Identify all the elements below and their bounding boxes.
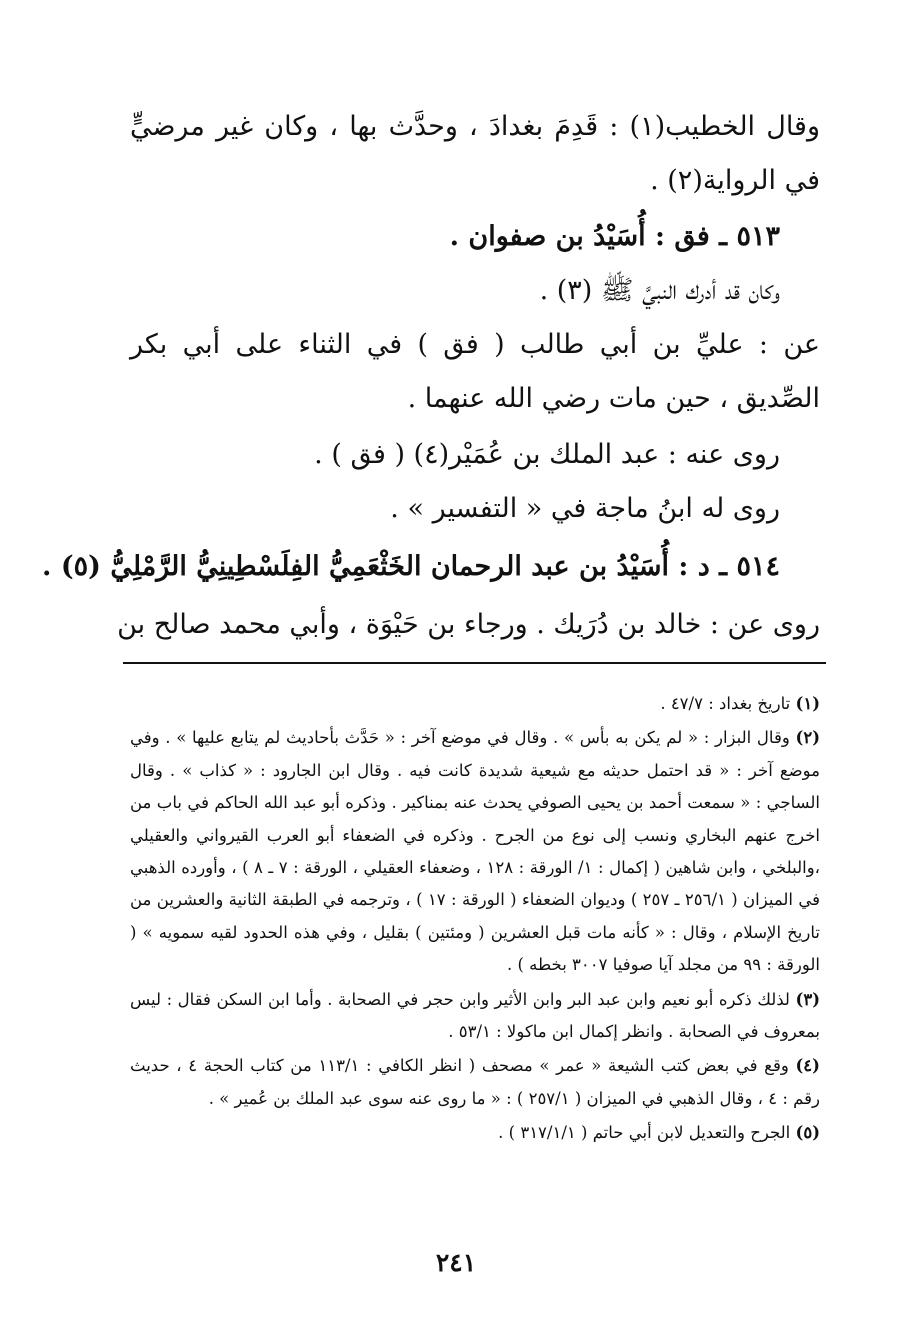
footnote-text: لذلك ذكره أبو نعيم وابن عبد البر وابن الأثير وابن حجر في الصحابة . وأما ابن السكن فقال : ليس بمعروف في الصحابة . وانظر إكمال ابن ماكولا : ٥٣/١ .: [130, 989, 820, 1042]
footnote-1: [130, 688, 820, 720]
text-khatib: وقال الخطيب(١) : قَدِمَ بغدادَ ، وحدَّث بها ، وكان غير مرضيٍّ في الرواية(٢) .: [130, 111, 821, 196]
footnote-number: (٥): [795, 1123, 820, 1143]
footnote-5: [130, 1117, 820, 1149]
footnote-divider: [123, 662, 826, 664]
footnote-text: وقع في بعض كتب الشيعة « عمر » مصحف ( انظر الكافي : ١١٣/١ من كتاب الحجة ٤ ، حديث رقم : ٤ ، وقال الذهبي في الميزان ( ٢٥٧/١ ) : « ما روى عنه سوى عبد الملك بن عُمير » .: [130, 1056, 820, 1108]
entry-514-heading: ٥١٤ ـ د : أُسَيْدُ بن عبد الرحمان الخَثْعَمِيُّ الفِلَسْطِينِيُّ الرَّمْلِيُّ (٥) .: [42, 551, 780, 582]
entry-513-rawa-lahu: روى له ابنُ ماجة في « التفسير » .: [390, 493, 780, 524]
entry-514-narration: [117, 598, 820, 652]
page-number: ٢٤١: [435, 1248, 477, 1277]
footnote-3: [130, 984, 820, 1049]
entry-514: [42, 540, 820, 594]
entry-513-an: عن : عليِّ بن أبي طالب ( فق ) في الثناء على أبي بكر الصِّديق ، حين مات رضي الله عنهما .: [130, 329, 820, 414]
entry-514-rawa-an: روى عن : خالد بن دُرَيك . ورجاء بن حَيْوَة ، وأبي محمد صالح بن: [117, 609, 820, 640]
footnote-number: (٤): [795, 1056, 820, 1076]
footnote-number: (٢): [795, 728, 820, 748]
footnote-text: الجرح والتعديل لابن أبي حاتم ( ٣١٧/١/١ ) .: [498, 1123, 791, 1143]
footnote-number: (٣): [795, 989, 820, 1009]
entry-513-note: وكان قد أدرك النبيَّ ﷺ (٣) .: [539, 275, 780, 306]
paragraph-khatib: [130, 100, 820, 208]
entry-513-narration: [130, 318, 820, 426]
footnote-text: وقال البزار : « لم يكن به بأس » . وقال في موضع آخر : « حَدَّث بأحاديث لم يتابع عليها » . وفي موضع آخر : « قد احتمل حديثه مع شيعية شديدة كانت فيه . وقال ابن الجارود : « كذاب » . وقال الساجي : « سمعت أحمد بن يحيى الصوفي يحدث عنه بمناكير . وذكره أبو عبد الله الحاكم في باب من اخرج عنهم البخاري ونسب إلى نوع من الجرح . وذكره في الضعفاء أبو العرب القيرواني والعقيلي ،والبلخي ، وابن شاهين ( إكمال : ١/ الورقة : ١٢٨ ، وضعفاء العقيلي ، الورقة : ٧ ـ ٨ ) ، وأورده الذهبي في الميزان ( ٢٥٦/١ ـ ٢٥٧ ) وديوان الضعفاء ( الورقة : ١٧ ) ، وترجمه في الطبقة الثانية والعشرين من تاريخ الإسلام ، وقال : « كأنه مات قبل العشرين ( ومئتين ) بقليل ، وفي هذه الحدود لقيه سمويه » ( الورقة : ٩٩ من مجلد آيا صوفيا ٣٠٠٧ بخطه ) .: [130, 728, 821, 975]
entry-513-heading: ٥١٣ ـ فق : أُسَيْدُ بن صفوان .: [449, 221, 780, 252]
entry-513-rawa-anhu: روى عنه : عبد الملك بن عُمَيْر(٤) ( فق ) .: [314, 439, 780, 470]
footnote-2: [130, 722, 820, 981]
footnote-4: [130, 1050, 820, 1115]
entry-513: [130, 210, 820, 318]
footnote-number: (١): [795, 694, 820, 713]
footnotes: [130, 688, 820, 1152]
entry-513-transmitters: [130, 428, 820, 536]
footnote-text: تاريخ بغداد : ٤٧/٧ .: [660, 694, 791, 713]
